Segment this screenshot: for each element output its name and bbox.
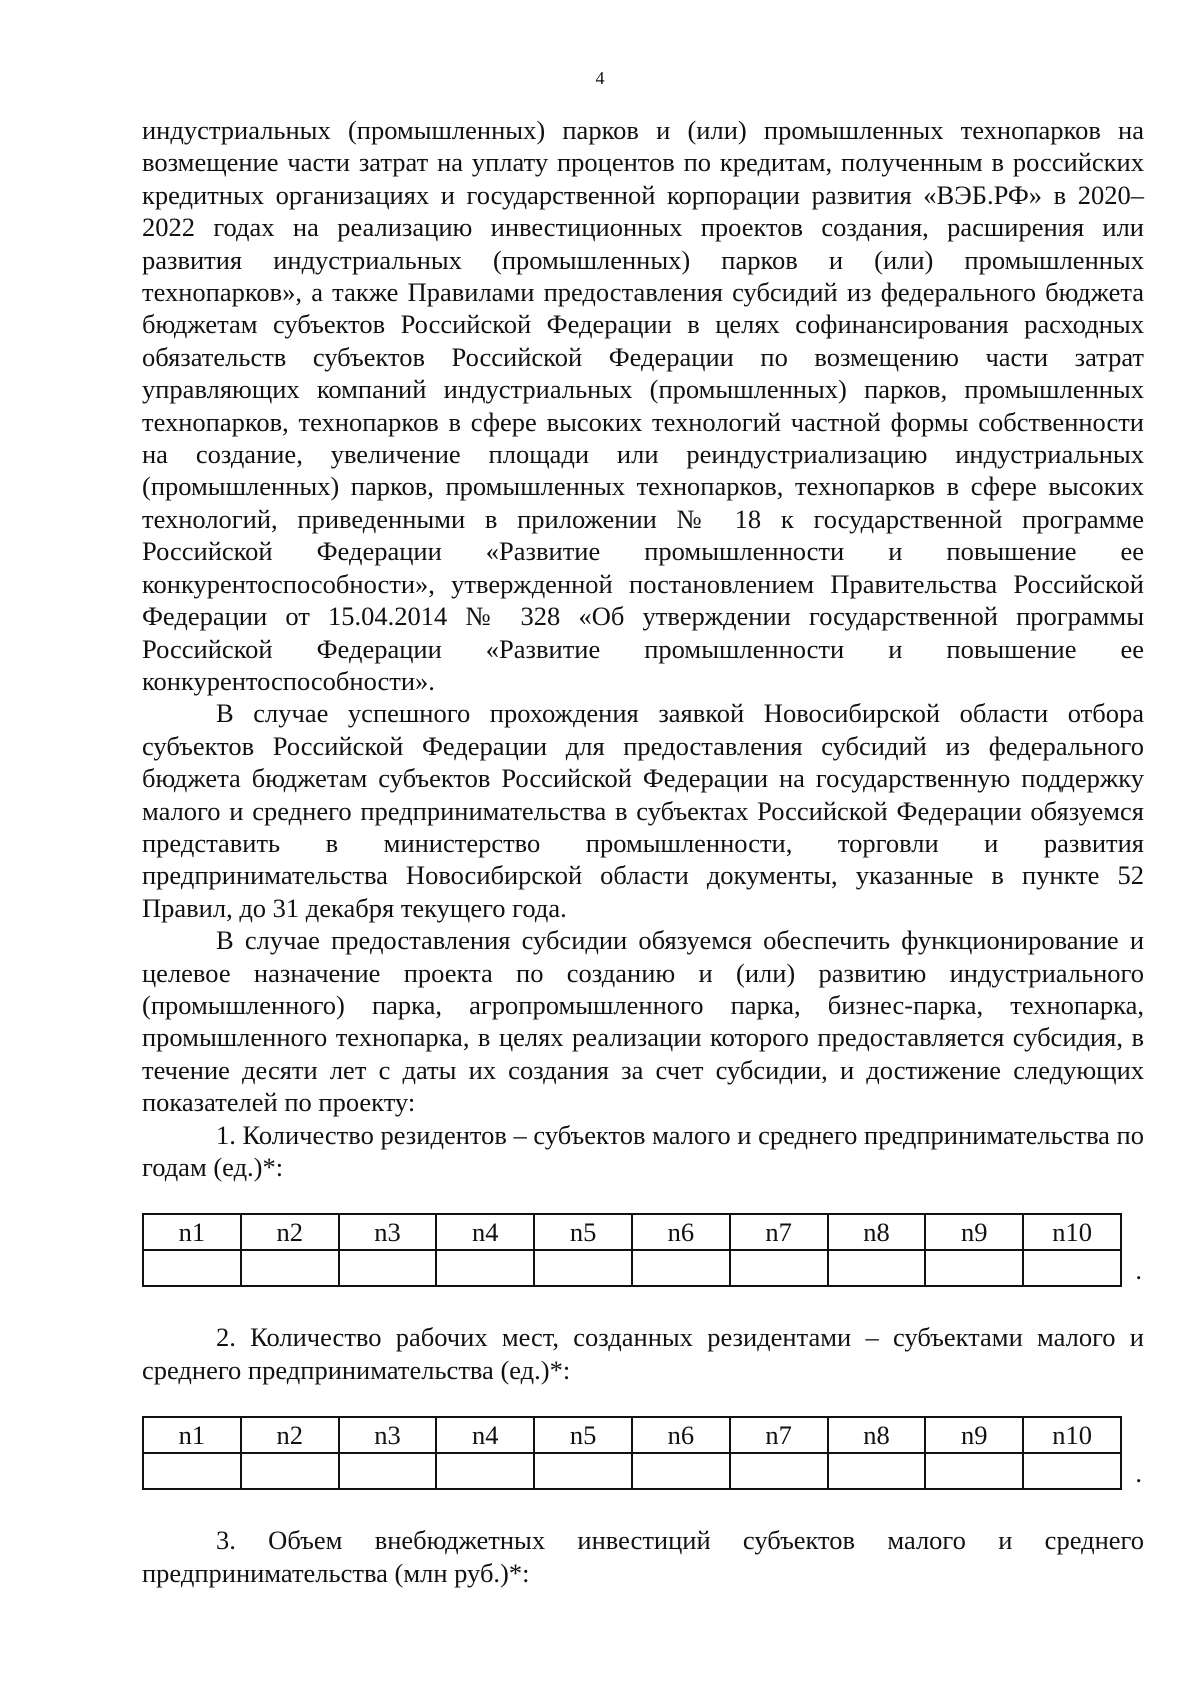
table-value-cell[interactable] [1023,1453,1121,1489]
table-value-cell[interactable] [828,1453,926,1489]
table-header-cell: n4 [436,1214,534,1250]
table-header-cell: n10 [1023,1417,1121,1453]
table-header-row [143,1417,1121,1453]
table-value-cell[interactable] [730,1453,828,1489]
table-value-cell[interactable] [1023,1250,1121,1286]
table-value-cell[interactable] [339,1250,437,1286]
table-value-cell[interactable] [143,1250,241,1286]
indicator-3-label: 3. Объем внебюджетных инвестиций субъектов малого и среднего предпринимательства (млн руб.)*: [142,1525,1144,1588]
table-value-cell[interactable] [436,1250,534,1286]
table-terminator: . [1135,1458,1142,1489]
table-header-cell: n7 [730,1417,828,1453]
table-value-cell[interactable] [436,1453,534,1489]
paragraph-subsidy-obligation: В случае предоставления субсидии обязуемся обеспечить функционирование и целевое назначение проекта по созданию и (или) развитию индустриального (промышленного) парка, агропромышленного парка, бизнес-парка, технопарка, промышленного технопарка, в целях реализации которого предоставляется субсидия, в течение десяти лет с даты их создания за счет субсидии, и достижение следующих показателей по проекту: [142,925,1144,1118]
table-value-cell[interactable] [339,1453,437,1489]
table-header-cell: n2 [241,1417,339,1453]
table-header-cell: n8 [828,1214,926,1250]
table-value-cell[interactable] [143,1453,241,1489]
table-header-cell: n1 [143,1214,241,1250]
table-header-cell: n1 [143,1417,241,1453]
table-value-cell[interactable] [534,1250,632,1286]
table-value-cell[interactable] [925,1453,1023,1489]
table-value-cell[interactable] [241,1453,339,1489]
table-header-cell: n6 [632,1214,730,1250]
table-value-cell[interactable] [632,1453,730,1489]
table-header-cell: n8 [828,1417,926,1453]
paragraph-selection-obligation: В случае успешного прохождения заявкой Новосибирской области отбора субъектов Российской Федерации для предоставления субсидий из федерального бюджета бюджетам субъектов Российской Федерации на государственную поддержку малого и среднего предпринимательства в субъектах Российской Федерации обязуемся представить в министерство промышленности, торговли и развития предпринимательства Новосибирской области документы, указанные в пункте 52 Правил, до 31 декабря текущего года. [142,698,1144,923]
table-header-cell: n9 [925,1214,1023,1250]
table-terminator: . [1135,1255,1142,1286]
table-value-cell[interactable] [925,1250,1023,1286]
indicator-2-table [142,1416,1122,1490]
indicator-2-label: 2. Количество рабочих мест, созданных резидентами – субъектами малого и среднего предпринимательства (ед.)*: [142,1322,1144,1385]
table-value-cell[interactable] [241,1250,339,1286]
table-header-cell: n2 [241,1214,339,1250]
indicator-1-table-wrapper [142,1213,1142,1287]
indicator-1-label: 1. Количество резидентов – субъектов малого и среднего предпринимательства по годам (ед.)*: [142,1119,1144,1182]
page-number: 4 [595,68,605,88]
table-header-cell: n3 [339,1214,437,1250]
table-value-row [143,1453,1121,1489]
table-header-cell: n6 [632,1417,730,1453]
table-value-cell[interactable] [828,1250,926,1286]
table-header-row [143,1214,1121,1250]
document-body [142,114,1144,1589]
indicator-2-table-wrapper [142,1416,1142,1490]
table-header-cell: n5 [534,1214,632,1250]
paragraph-continuation: индустриальных (промышленных) парков и (или) промышленных технопарков на возмещение части затрат на уплату процентов по кредитам, полученным в российских кредитных организациях и государственной корпорации развития «ВЭБ.РФ» в 2020–2022 годах на реализацию инвестиционных проектов создания, расширения или развития индустриальных (промышленных) парков и (или) промышленных технопарков», а также Правилами предоставления субсидий из федерального бюджета бюджетам субъектов Российской Федерации в целях софинансирования расходных обязательств субъектов Российской Федерации по возмещению части затрат управляющих компаний индустриальных (промышленных) парков, промышленных технопарков, технопарков в сфере высоких технологий частной формы собственности на создание, увеличение площади или реиндустриализацию индустриальных (промышленных) парков, промышленных технопарков, технопарков в сфере высоких технологий, приведенными в приложении № 18 к государственной программе Российской Федерации «Развитие промышленности и повышение ее конкурентоспособности», утвержденной постановлением Правительства Российской Федерации от 15.04.2014 № 328 «Об утверждении государственной программы Российской Федерации «Развитие промышленности и повышение ее конкурентоспособности». [142,115,1144,696]
table-value-cell[interactable] [632,1250,730,1286]
table-header-cell: n5 [534,1417,632,1453]
table-header-cell: n7 [730,1214,828,1250]
table-header-cell: n9 [925,1417,1023,1453]
indicator-1-table [142,1213,1122,1287]
table-header-cell: n3 [339,1417,437,1453]
table-value-row [143,1250,1121,1286]
table-header-cell: n10 [1023,1214,1121,1250]
table-header-cell: n4 [436,1417,534,1453]
table-value-cell[interactable] [730,1250,828,1286]
table-value-cell[interactable] [534,1453,632,1489]
